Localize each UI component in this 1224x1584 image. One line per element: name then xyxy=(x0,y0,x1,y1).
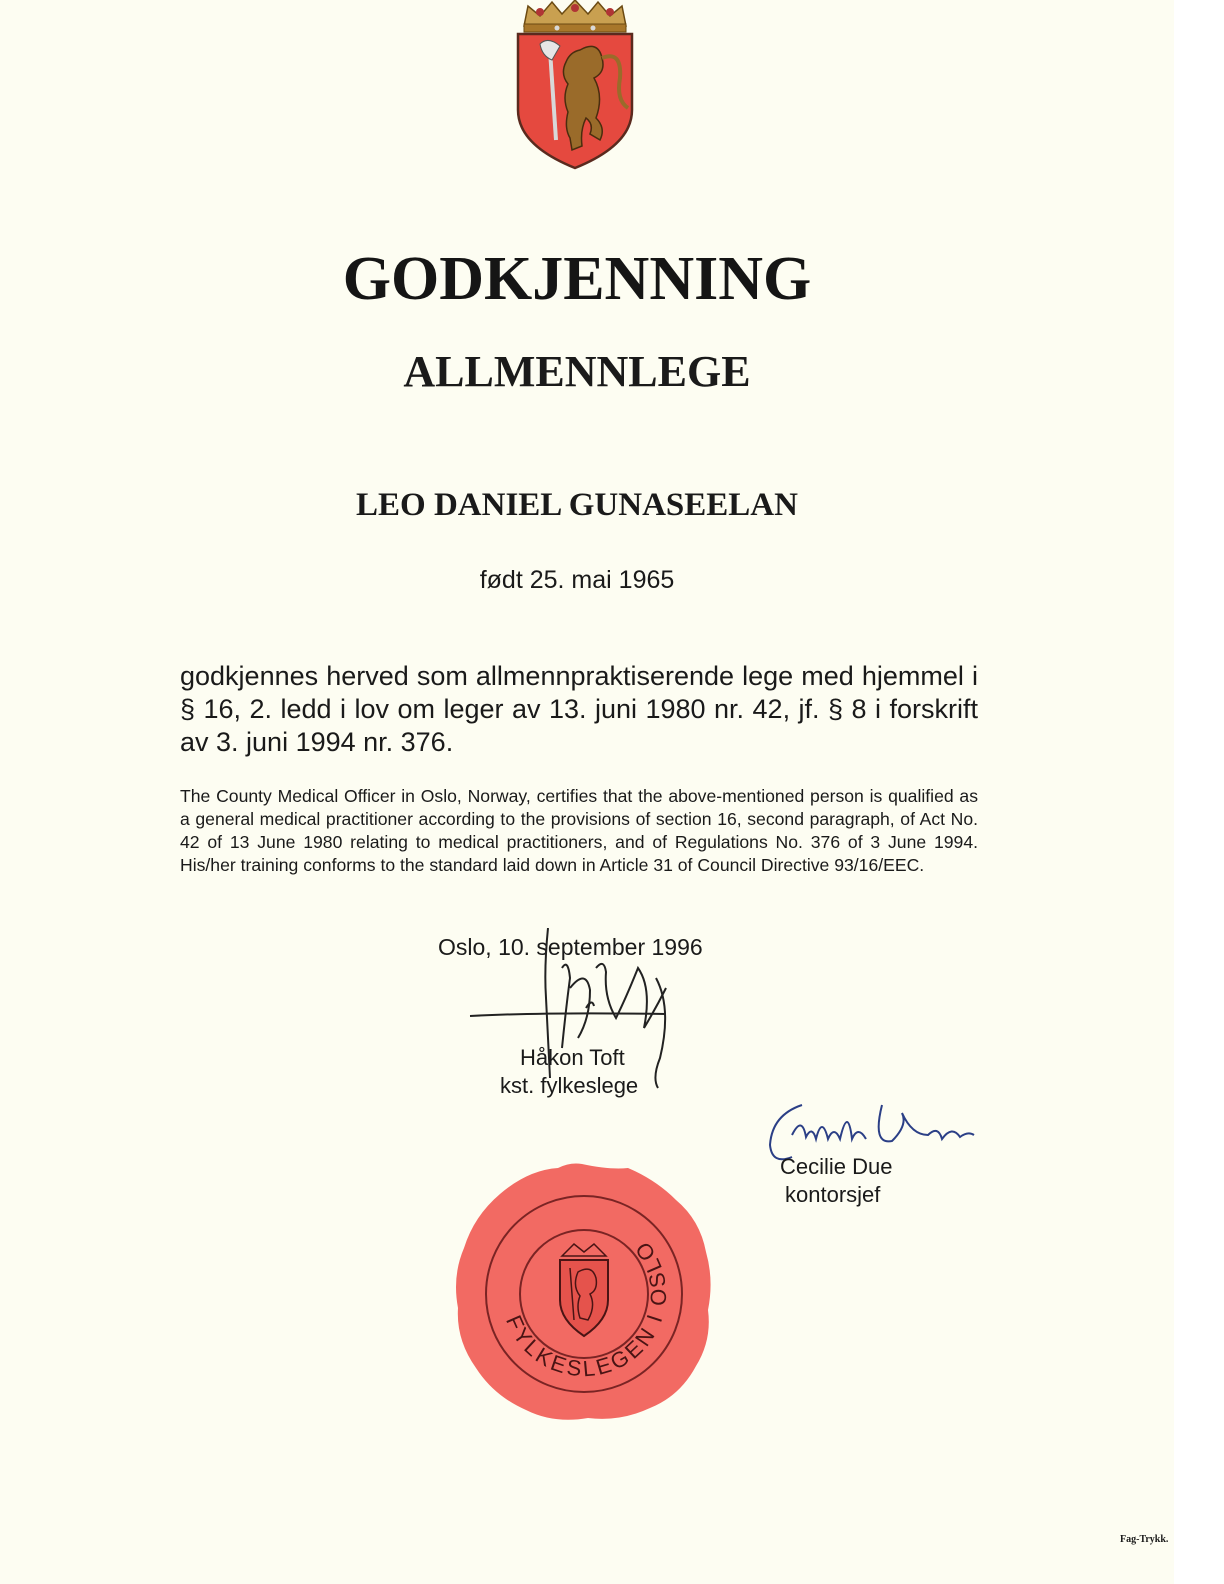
english-translation: The County Medical Officer in Oslo, Norway, certifies that the above-mentioned person is qualified as a general medical practitioner according to the provisions of section 16, second paragraph, of Act No. 42 of 13 June 1980 relating to medical practitioners, and of Regulations No. 376 of 3 June 1994. His/her training conforms to the standard laid down in Article 31 of Council Directive 93/16/EEC. xyxy=(180,786,978,875)
printer-mark: Fag-Trykk. xyxy=(1120,1534,1169,1545)
signer-1-title: kst. fylkeslege xyxy=(500,1073,639,1098)
holder-name: LEO DANIEL GUNASEELAN xyxy=(356,487,798,523)
svg-text:FYLKESLEGEN I OSLO: FYLKESLEGEN I OSLO xyxy=(501,1235,672,1382)
place-and-date: Oslo, 10. september 1996 xyxy=(438,934,703,960)
signer-2-title: kontorsjef xyxy=(785,1182,881,1207)
wax-seal-icon xyxy=(450,1160,715,1425)
scan-margin xyxy=(1174,0,1224,1584)
signer-2-name: Cecilie Due xyxy=(780,1154,893,1179)
approval-statement: godkjennes herved som allmennpraktiserende lege med hjemmel i § 16, 2. ledd i lov om leger av 13. juni 1980 nr. 42, jf. § 8 i forskrift av 3. juni 1994 nr. 376. xyxy=(180,661,978,757)
birth-date: født 25. mai 1965 xyxy=(479,566,675,594)
signer-1-name: Håkon Toft xyxy=(520,1045,625,1070)
document-title: GODKJENNING xyxy=(342,245,812,313)
norwegian-coat-of-arms-icon xyxy=(510,0,640,172)
document-subtitle: ALLMENNLEGE xyxy=(403,347,751,396)
